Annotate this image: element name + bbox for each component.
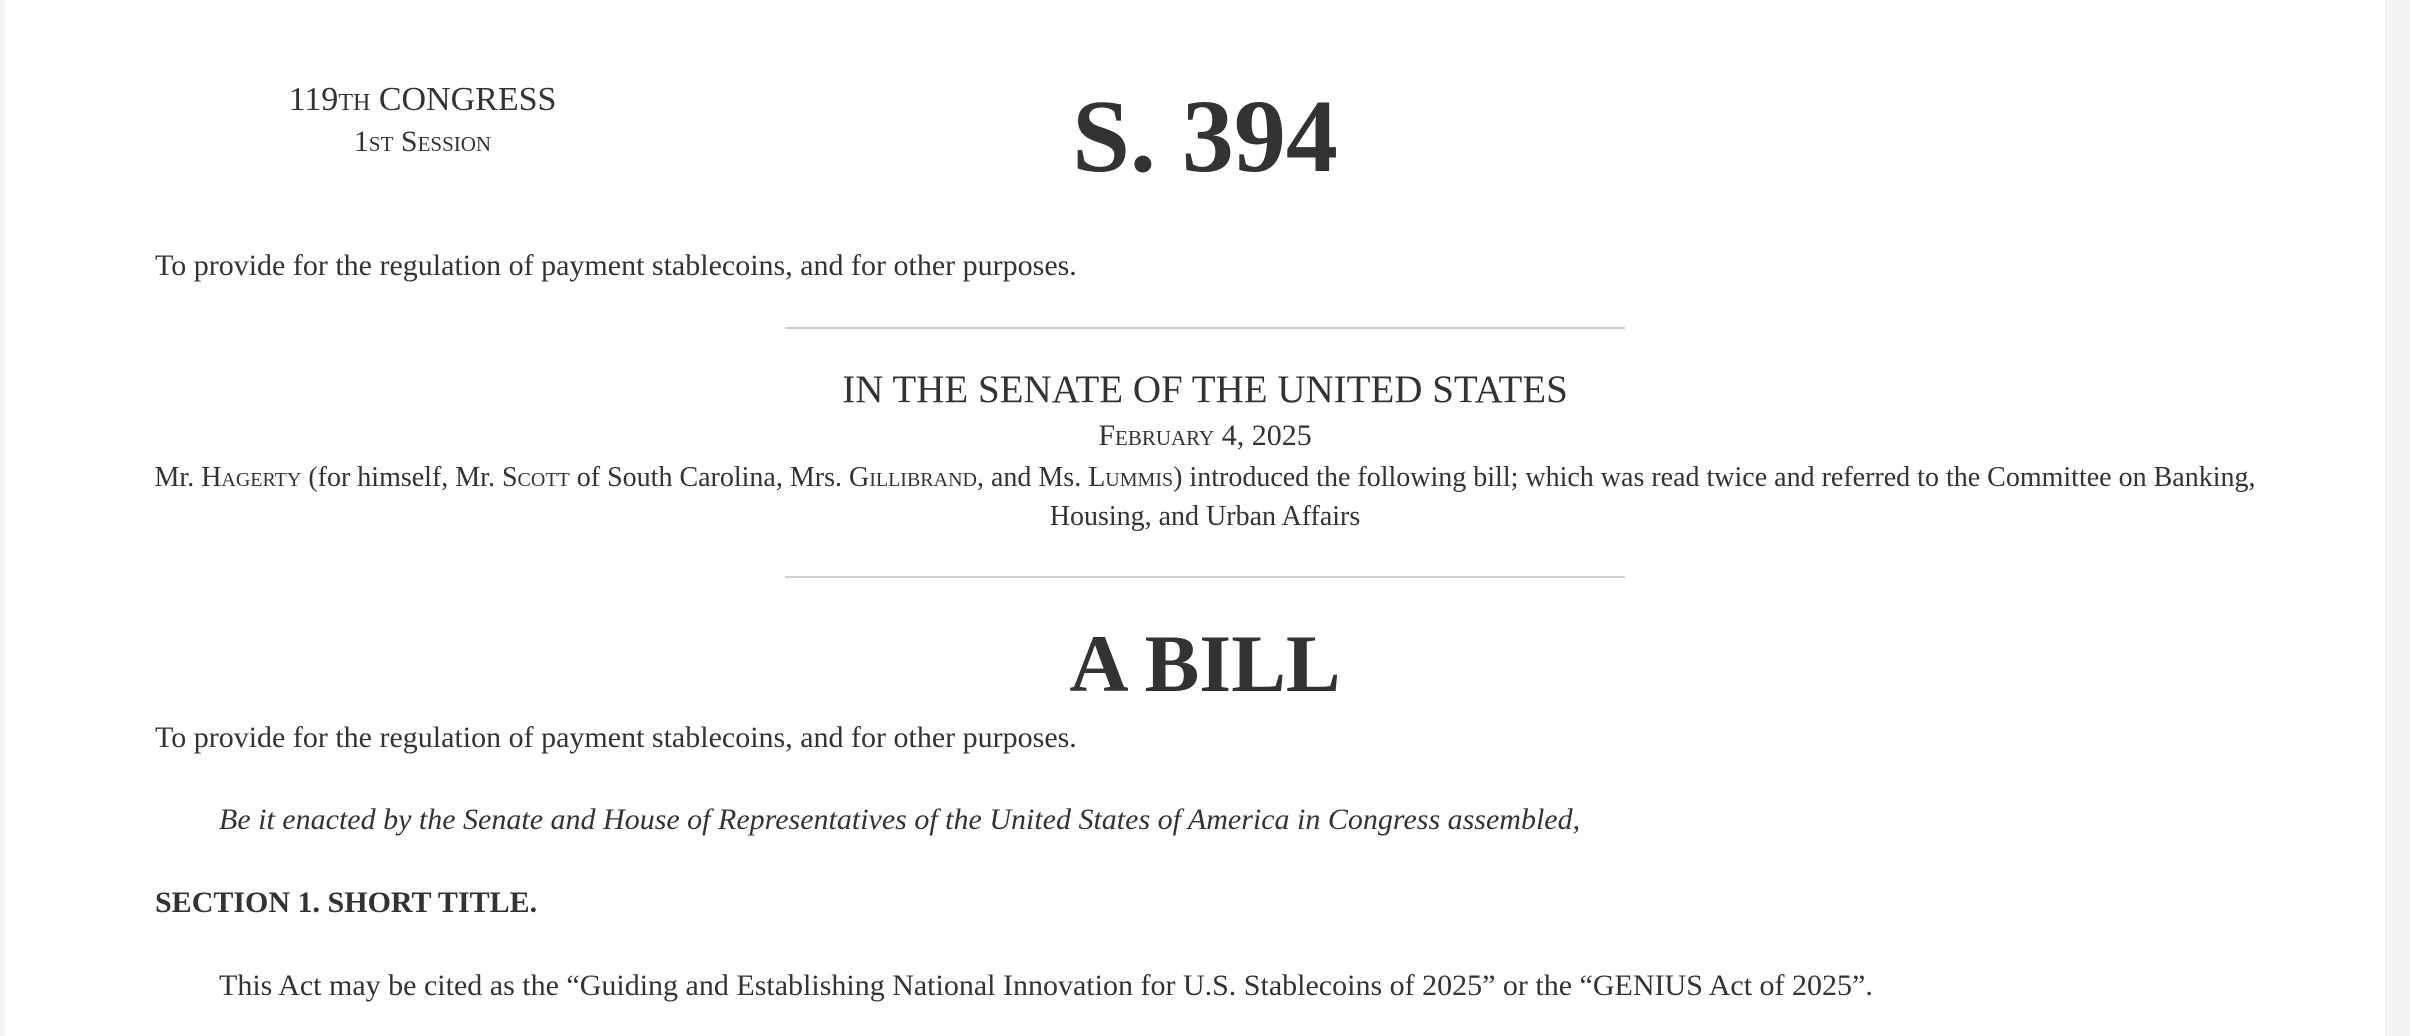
cosponsor-name-3: Lummis — [1088, 462, 1174, 493]
session-word: Session — [400, 125, 492, 158]
intro-text-3: of South Carolina, Mrs. — [569, 462, 849, 493]
congress-number: 119 — [288, 81, 339, 118]
purpose-statement-bottom: To provide for the regulation of payment stablecoins, and for other purposes. — [155, 721, 1077, 754]
cosponsor-name-1: Scott — [501, 462, 570, 493]
date-month: February — [1098, 419, 1215, 452]
introduction-date — [5, 416, 2405, 456]
section-1-text: This Act may be cited as the “Guiding and Establishing National Innovation for U.S. Stablecoins of 2025” or the “GENIUS Act of 2025”. — [219, 969, 1873, 1002]
bill-page — [5, 0, 2385, 1036]
cosponsor-name-2: Gillibrand — [848, 462, 977, 493]
enacting-clause: Be it enacted by the Senate and House of Representatives of the United States of America in Congress assembled, — [219, 803, 1581, 836]
congress-word: CONGRESS — [378, 81, 557, 118]
purpose-statement-top: To provide for the regulation of payment stablecoins, and for other purposes. — [155, 249, 1077, 282]
bill-heading: A BILL — [1069, 618, 1341, 709]
sponsor-name: Hagerty — [201, 462, 302, 493]
divider-bottom — [785, 576, 1625, 578]
section-1-heading: SECTION 1. SHORT TITLE. — [155, 886, 538, 919]
introduction-statement — [125, 458, 2285, 536]
intro-text-5: ) introduced the following bill; which was read twice and referred to the Committee on Banking, Housing, and Urban Affairs — [1049, 462, 2256, 532]
intro-text-1: Mr. — [154, 462, 202, 493]
session-number: 1 — [353, 125, 369, 158]
congress-suffix: th — [338, 81, 371, 118]
date-day-year: 4, 2025 — [1214, 419, 1312, 452]
intro-text-2: (for himself, Mr. — [301, 462, 502, 493]
divider-top — [785, 327, 1625, 329]
bill-number: S. 394 — [1072, 79, 1338, 194]
intro-text-4: , and Ms. — [976, 462, 1089, 493]
session-suffix: st — [368, 125, 394, 158]
senate-heading: IN THE SENATE OF THE UNITED STATES — [842, 368, 1568, 411]
